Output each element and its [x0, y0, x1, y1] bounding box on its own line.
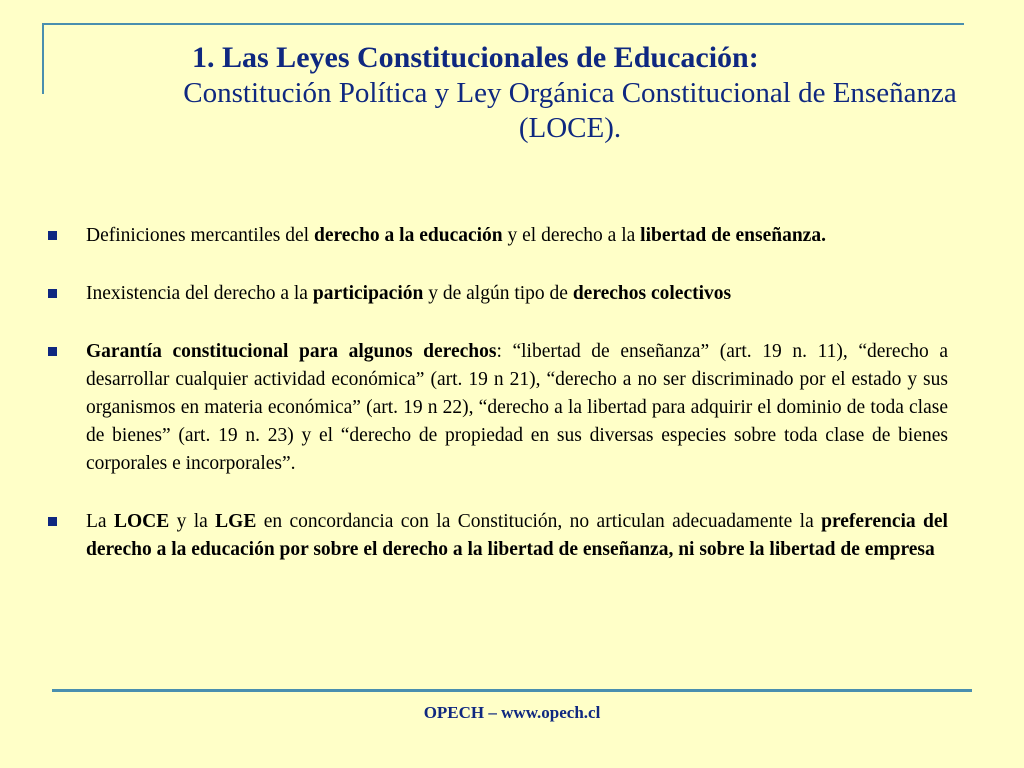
bullet-item	[48, 508, 948, 564]
bullet-item	[48, 338, 948, 478]
title-heading: 1. Las Leyes Constitucionales de Educación:	[192, 41, 759, 74]
bullet-text: La LOCE y la LGE en concordancia con la Constitución, no articulan adecuadamente la preferencia del derecho a la educación por sobre el derecho a la libertad de enseñanza, ni sobre la libertad de empresa	[86, 511, 948, 560]
frame-left-line	[42, 23, 44, 94]
bullet-text: Garantía constitucional para algunos derechos: “libertad de enseñanza” (art. 19 n. 11), “derecho a desarrollar cualquier actividad económica” (art. 19 n 21), “derecho a no ser discriminado por el estado y sus organismos en materia económica” (art. 19 n 22), “derecho a la libertad para adquirir el dominio de toda clase de bienes” (art. 19 n. 23) y el “derecho de propiedad en sus diversas especies sobre toda clase de bienes corporales e incorporales”.	[86, 341, 948, 474]
bullet-text: Definiciones mercantiles del derecho a la educación y el derecho a la libertad de enseñanza.	[86, 225, 826, 246]
bullet-item	[48, 222, 948, 250]
slide-title	[100, 40, 980, 146]
square-bullet-icon	[48, 289, 57, 298]
frame-top-line	[42, 23, 964, 25]
title-subheading: Constitución Política y Ley Orgánica Constitucional de Enseñanza (LOCE).	[183, 77, 957, 144]
square-bullet-icon	[48, 231, 57, 240]
footer-divider	[52, 689, 972, 692]
footer-credit: OPECH – www.opech.cl	[423, 703, 601, 722]
bullet-text: Inexistencia del derecho a la participación y de algún tipo de derechos colectivos	[86, 283, 732, 304]
square-bullet-icon	[48, 517, 57, 526]
square-bullet-icon	[48, 347, 57, 356]
bullet-list	[48, 222, 948, 564]
bullet-item	[48, 280, 948, 308]
